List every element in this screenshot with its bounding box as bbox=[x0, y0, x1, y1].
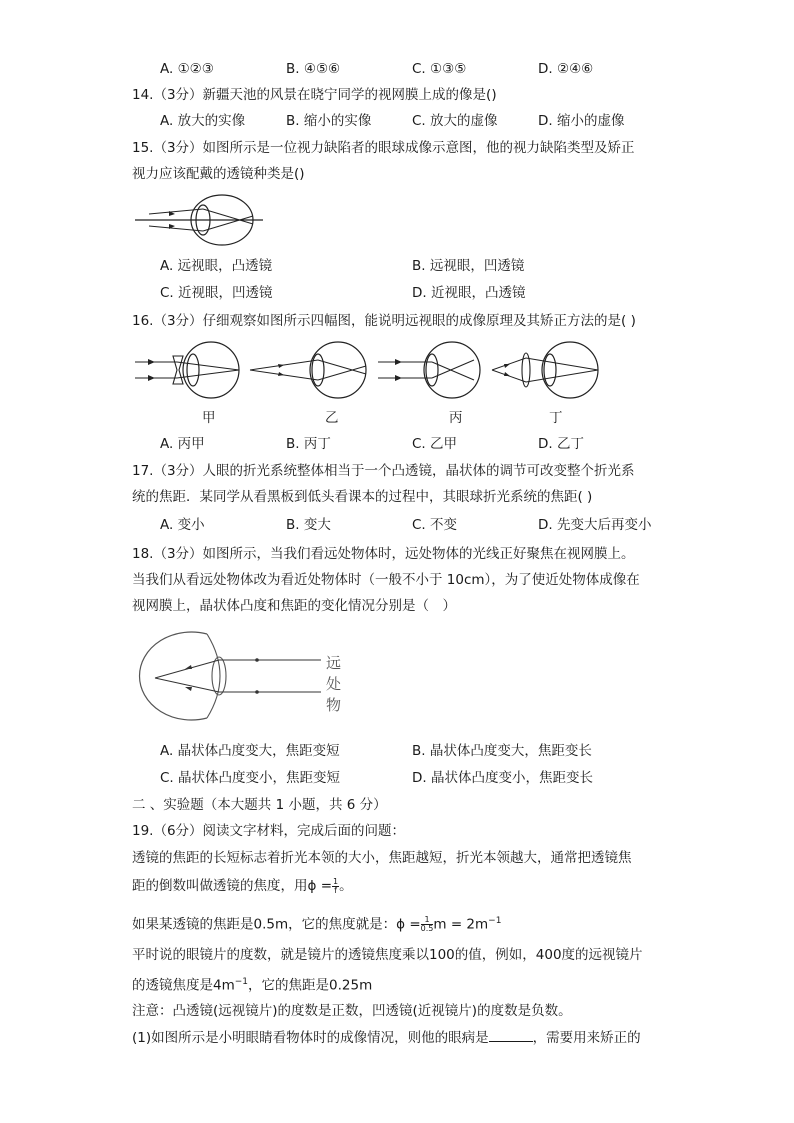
q17-option-b: B. 变大 bbox=[286, 517, 331, 533]
q16-stem: 16.（3分）仔细观察如图所示四幅图，能说明远视眼的成像原理及其矫正方法的是( ) bbox=[132, 313, 636, 329]
q13-option-d: D. ②④⑥ bbox=[538, 61, 594, 77]
q16-option-d: D. 乙丁 bbox=[538, 436, 584, 452]
q15-eye-figure bbox=[135, 192, 265, 248]
q18-figure-label-3: 物 bbox=[326, 696, 342, 714]
q19-p2-text: 如果某透镜的焦距是0.5m，它的焦度就是：ϕ = bbox=[132, 916, 421, 933]
q19-paragraph3-line2 bbox=[132, 973, 372, 995]
q19-p2-fraction bbox=[421, 916, 434, 933]
q17-option-a: A. 变小 bbox=[160, 517, 205, 533]
q19-paragraph3-line1: 平时说的眼镜片的度数，就是镜片的透镜焦度乘以100的值，例如，400度的远视镜片 bbox=[132, 947, 643, 963]
q14-option-a: A. 放大的实像 bbox=[160, 113, 246, 129]
q16-figure-yi bbox=[248, 340, 368, 400]
q19-p3-exponent: −1 bbox=[234, 977, 249, 987]
q18-figure-label-2: 处 bbox=[326, 675, 342, 693]
q15-stem-line2: 视力应该配戴的透镜种类是() bbox=[132, 166, 305, 182]
q19-p3-end: ，它的焦距是0.25m bbox=[248, 977, 373, 994]
q15-option-d: D. 近视眼，凸透镜 bbox=[412, 285, 526, 301]
q18-stem-line2: 当我们从看远处物体改为看近处物体时（一般不小于 10cm），为了使近处物体成像在 bbox=[132, 572, 640, 588]
q19-p2-frac-top: 1 bbox=[421, 916, 434, 925]
q15-option-a: A. 远视眼，凸透镜 bbox=[160, 258, 273, 274]
q13-option-b: B. ④⑤⑥ bbox=[286, 61, 341, 77]
q19-note: 注意：凸透镜(远视镜片)的度数是正数，凹透镜(近视镜片)的度数是负数。 bbox=[132, 1003, 572, 1019]
q19-p2-exponent: −1 bbox=[488, 916, 502, 926]
q18-option-b: B. 晶状体凸度变大，焦距变长 bbox=[412, 743, 592, 759]
q16-figure-bing bbox=[378, 340, 488, 400]
q19-stem: 19.（6分）阅读文字材料，完成后面的问题： bbox=[132, 823, 406, 839]
q19-p1-end: 。 bbox=[339, 878, 353, 894]
q19-paragraph1-line1: 透镜的焦距的长短标志着折光本领的大小，焦距越短，折光本领越大，通常把透镜焦 bbox=[132, 850, 632, 866]
q19-p1-frac-top: 1 bbox=[333, 876, 339, 886]
q19-paragraph1-line2 bbox=[132, 877, 353, 895]
q19-p1-text: 距的倒数叫做透镜的焦度，用ϕ = bbox=[132, 878, 333, 894]
q16-caption-jia: 甲 bbox=[202, 410, 216, 426]
q16-option-b: B. 丙丁 bbox=[286, 436, 331, 452]
q19-sub1-text-end: ，需要用来矫正的 bbox=[532, 1030, 641, 1046]
q19-p2-frac-bottom: 0.5 bbox=[420, 924, 434, 933]
q13-option-c: C. ①③⑤ bbox=[412, 61, 467, 77]
q16-caption-bing: 丙 bbox=[449, 410, 463, 426]
q18-stem-line3: 视网膜上，晶状体凸度和焦距的变化情况分别是（ ） bbox=[132, 598, 456, 614]
q18-option-c: C. 晶状体凸度变小，焦距变短 bbox=[160, 770, 341, 786]
q17-stem-line2: 统的焦距．某同学从看黑板到低头看课本的过程中，其眼球折光系统的焦距( ) bbox=[132, 489, 593, 505]
q15-option-c: C. 近视眼，凹透镜 bbox=[160, 285, 273, 301]
q18-option-a: A. 晶状体凸度变大，焦距变短 bbox=[160, 743, 340, 759]
q19-p3-text: 的透镜焦度是4m bbox=[132, 977, 235, 994]
q17-option-d: D. 先变大后再变小 bbox=[538, 517, 652, 533]
section-heading-experiment: 二 、实验题（本大题共 1 小题，共 6 分） bbox=[132, 797, 387, 813]
q16-option-c: C. 乙甲 bbox=[412, 436, 458, 452]
q16-figure-ding bbox=[490, 340, 600, 400]
q19-p1-frac-bottom: f bbox=[334, 885, 337, 895]
q14-option-c: C. 放大的虚像 bbox=[412, 113, 498, 129]
q18-option-d: D. 晶状体凸度变小，焦距变长 bbox=[412, 770, 593, 786]
q14-option-b: B. 缩小的实像 bbox=[286, 113, 372, 129]
q19-paragraph2 bbox=[132, 912, 501, 934]
q19-p2-result: m = 2m bbox=[433, 916, 489, 933]
q17-option-c: C. 不变 bbox=[412, 517, 458, 533]
q13-option-a: A. ①②③ bbox=[160, 61, 214, 77]
q17-stem-line1: 17.（3分）人眼的折光系统整体相当于一个凸透镜，晶状体的调节可改变整个折光系 bbox=[132, 463, 635, 479]
q18-figure-label-1: 远 bbox=[326, 654, 342, 672]
q14-option-d: D. 缩小的虚像 bbox=[538, 113, 625, 129]
q16-option-a: A. 丙甲 bbox=[160, 436, 205, 452]
q15-stem-line1: 15.（3分）如图所示是一位视力缺陷者的眼球成像示意图，他的视力缺陷类型及矫正 bbox=[132, 140, 635, 156]
q16-caption-yi: 乙 bbox=[325, 410, 339, 426]
q16-caption-ding: 丁 bbox=[549, 410, 563, 426]
q18-stem-line1: 18.（3分）如图所示，当我们看远处物体时，远处物体的光线正好聚焦在视网膜上。 bbox=[132, 546, 635, 562]
q19-sub1-text: (1)如图所示是小明眼睛看物体时的成像情况，则他的眼病是 bbox=[132, 1030, 489, 1046]
q16-figure-jia bbox=[135, 340, 245, 400]
q15-option-b: B. 远视眼，凹透镜 bbox=[412, 258, 525, 274]
q19-sub1-answer-blank[interactable] bbox=[489, 1029, 533, 1042]
q14-stem: 14.（3分）新疆天池的风景在晓宁同学的视网膜上成的像是() bbox=[132, 87, 497, 103]
q19-subquestion-1 bbox=[132, 1029, 641, 1047]
